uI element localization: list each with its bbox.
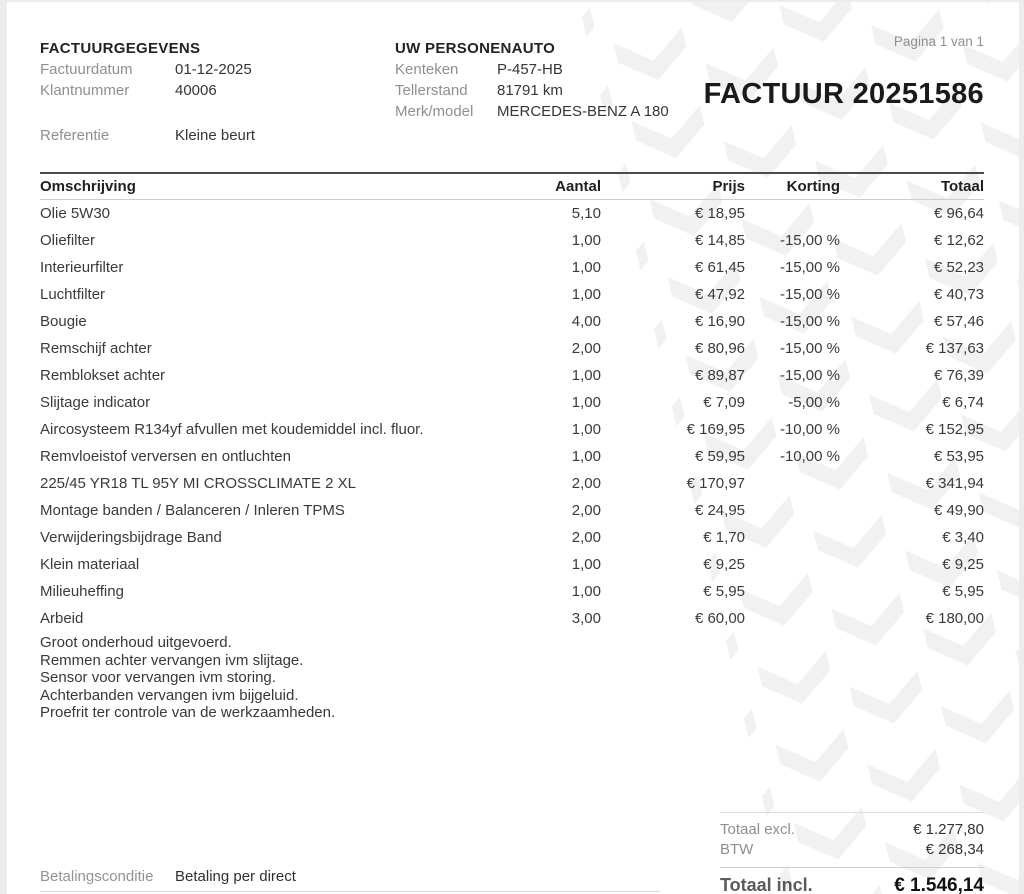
invoice-title: FACTUUR 20251586 bbox=[703, 78, 984, 110]
table-row bbox=[40, 605, 984, 632]
item-total: € 53,95 bbox=[933, 448, 984, 465]
item-description: Montage banden / Balanceren / Inleren TPMS bbox=[40, 502, 345, 519]
vehicle-block bbox=[395, 38, 669, 122]
note-line: Remmen achter vervangen ivm slijtage. bbox=[40, 651, 304, 669]
factuurdatum-label: Factuurdatum bbox=[40, 61, 133, 78]
table-row bbox=[40, 308, 984, 335]
item-qty: 1,00 bbox=[571, 286, 601, 303]
item-total: € 137,63 bbox=[925, 340, 984, 357]
item-price: € 9,25 bbox=[703, 556, 745, 573]
item-qty: 4,00 bbox=[571, 313, 601, 330]
klantnummer-label: Klantnummer bbox=[40, 82, 130, 99]
merk-model-label: Merk/model bbox=[395, 103, 474, 120]
tellerstand-value: 81791 km bbox=[497, 82, 563, 99]
work-notes bbox=[40, 634, 335, 722]
page-edge-left bbox=[0, 0, 7, 894]
item-description: Interieurfilter bbox=[40, 259, 124, 276]
total-excl-label: Totaal excl. bbox=[720, 821, 796, 838]
item-total: € 3,40 bbox=[942, 529, 984, 546]
item-total: € 40,73 bbox=[933, 286, 984, 303]
item-qty: 1,00 bbox=[571, 394, 601, 411]
item-qty: 1,00 bbox=[571, 367, 601, 384]
note-line: Sensor voor vervangen ivm storing. bbox=[40, 669, 276, 686]
item-qty: 3,00 bbox=[571, 610, 601, 627]
merk-model-value: MERCEDES-BENZ A 180 bbox=[497, 103, 669, 120]
merk-model-row bbox=[395, 101, 669, 122]
item-price: € 24,95 bbox=[694, 502, 745, 519]
item-discount: -15,00 % bbox=[779, 367, 840, 384]
table-row bbox=[40, 362, 984, 389]
note-line: Proefrit ter controle van de werkzaamheden. bbox=[40, 704, 336, 721]
item-description: Remblokset achter bbox=[40, 367, 166, 384]
item-price: € 47,92 bbox=[694, 286, 745, 303]
item-total: € 96,64 bbox=[933, 205, 984, 222]
total-excl-value: € 1.277,80 bbox=[913, 821, 984, 838]
item-description: Klein materiaal bbox=[40, 556, 140, 573]
payment-condition-label: Betalingsconditie bbox=[40, 868, 154, 885]
item-total: € 341,94 bbox=[925, 475, 984, 492]
table-header-row bbox=[40, 173, 984, 200]
table-row bbox=[40, 254, 984, 281]
item-price: € 18,95 bbox=[694, 205, 745, 222]
item-discount bbox=[745, 200, 840, 228]
note-line: Groot onderhoud uitgevoerd. bbox=[40, 634, 232, 651]
table-row bbox=[40, 551, 984, 578]
totals-block bbox=[720, 812, 984, 894]
item-discount bbox=[745, 470, 840, 497]
item-price: € 89,87 bbox=[694, 367, 745, 384]
item-description: Luchtfilter bbox=[40, 286, 106, 303]
table-row bbox=[40, 389, 984, 416]
total-excl-row bbox=[720, 820, 984, 840]
item-qty: 1,00 bbox=[571, 583, 601, 600]
item-total: € 49,90 bbox=[933, 502, 984, 519]
table-row bbox=[40, 524, 984, 551]
item-price: € 7,09 bbox=[703, 394, 745, 411]
kenteken-row bbox=[395, 59, 669, 80]
table-row bbox=[40, 416, 984, 443]
note-line: Achterbanden vervangen ivm bijgeluid. bbox=[40, 686, 299, 704]
invoice-info-block bbox=[40, 38, 255, 146]
klantnummer-value: 40006 bbox=[175, 82, 217, 99]
item-total: € 52,23 bbox=[933, 259, 984, 276]
item-qty: 1,00 bbox=[571, 259, 601, 276]
item-qty: 1,00 bbox=[571, 448, 601, 465]
btw-label: BTW bbox=[720, 841, 754, 858]
item-price: € 59,95 bbox=[694, 448, 745, 465]
col-aantal: Aantal bbox=[491, 173, 601, 200]
factuurdatum-row bbox=[40, 59, 255, 80]
item-total: € 152,95 bbox=[925, 421, 984, 438]
total-incl-value: € 1.546,14 bbox=[894, 875, 984, 894]
referentie-label: Referentie bbox=[40, 127, 110, 144]
payment-condition-value: Betaling per direct bbox=[175, 868, 296, 885]
item-discount: -10,00 % bbox=[779, 421, 840, 438]
item-price: € 80,96 bbox=[694, 340, 745, 357]
item-qty: 1,00 bbox=[571, 232, 601, 249]
item-discount: -15,00 % bbox=[779, 286, 840, 303]
tellerstand-row bbox=[395, 80, 669, 101]
item-qty: 2,00 bbox=[571, 340, 601, 357]
item-price: € 14,85 bbox=[694, 232, 745, 249]
item-price: € 170,97 bbox=[686, 475, 745, 492]
col-totaal: Totaal bbox=[840, 173, 984, 200]
page-edge-top bbox=[0, 0, 1024, 2]
table-row bbox=[40, 443, 984, 470]
item-qty: 1,00 bbox=[571, 556, 601, 573]
item-description: Aircosysteem R134yf afvullen met koudemiddel incl. fluor. bbox=[40, 421, 424, 438]
klantnummer-row bbox=[40, 80, 255, 101]
item-description: Slijtage indicator bbox=[40, 394, 151, 411]
footer-divider bbox=[40, 891, 660, 892]
tellerstand-label: Tellerstand bbox=[395, 82, 468, 99]
btw-row bbox=[720, 840, 984, 860]
table-row bbox=[40, 200, 984, 228]
item-discount: -15,00 % bbox=[779, 340, 840, 357]
item-price: € 61,45 bbox=[694, 259, 745, 276]
table-row bbox=[40, 281, 984, 308]
item-description: Remvloeistof verversen en ontluchten bbox=[40, 448, 291, 465]
item-total: € 180,00 bbox=[925, 610, 984, 627]
item-total: € 5,95 bbox=[942, 583, 984, 600]
item-description: Olie 5W30 bbox=[40, 205, 111, 222]
item-qty: 2,00 bbox=[571, 502, 601, 519]
item-price: € 169,95 bbox=[686, 421, 745, 438]
col-korting: Korting bbox=[745, 173, 840, 200]
kenteken-label: Kenteken bbox=[395, 61, 459, 78]
table-row bbox=[40, 470, 984, 497]
item-price: € 5,95 bbox=[703, 583, 745, 600]
page-edge-right bbox=[1019, 0, 1024, 894]
referentie-row bbox=[40, 125, 255, 146]
item-discount: -15,00 % bbox=[779, 313, 840, 330]
item-description: Arbeid bbox=[40, 610, 84, 627]
item-price: € 1,70 bbox=[703, 529, 745, 546]
referentie-value: Kleine beurt bbox=[175, 127, 256, 144]
table-row bbox=[40, 578, 984, 605]
kenteken-value: P-457-HB bbox=[497, 61, 563, 78]
page-indicator: Pagina 1 van 1 bbox=[893, 34, 984, 49]
total-incl-label: Totaal incl. bbox=[720, 875, 813, 894]
item-discount: -5,00 % bbox=[788, 394, 840, 411]
item-discount bbox=[745, 497, 840, 524]
item-description: Verwijderingsbijdrage Band bbox=[40, 529, 222, 546]
vehicle-title: UW PERSONENAUTO bbox=[395, 40, 556, 57]
header-right bbox=[704, 33, 984, 111]
invoice-info-title: FACTUURGEGEVENS bbox=[40, 40, 201, 57]
item-price: € 60,00 bbox=[694, 610, 745, 627]
item-description: 225/45 YR18 TL 95Y MI CROSSCLIMATE 2 XL bbox=[40, 475, 356, 492]
item-discount bbox=[745, 551, 840, 578]
factuurdatum-value: 01-12-2025 bbox=[175, 61, 252, 78]
item-qty: 5,10 bbox=[571, 205, 601, 222]
col-prijs: Prijs bbox=[601, 173, 745, 200]
item-qty: 2,00 bbox=[571, 475, 601, 492]
btw-value: € 268,34 bbox=[925, 841, 984, 858]
item-total: € 12,62 bbox=[933, 232, 984, 249]
item-description: Bougie bbox=[40, 313, 87, 330]
item-discount bbox=[745, 578, 840, 605]
item-description: Remschijf achter bbox=[40, 340, 152, 357]
item-discount bbox=[745, 524, 840, 551]
item-total: € 9,25 bbox=[942, 556, 984, 573]
item-total: € 57,46 bbox=[933, 313, 984, 330]
item-price: € 16,90 bbox=[694, 313, 745, 330]
item-description: Oliefilter bbox=[40, 232, 96, 249]
totals-divider bbox=[720, 867, 984, 868]
table-row bbox=[40, 497, 984, 524]
item-discount: -15,00 % bbox=[779, 259, 840, 276]
item-total: € 6,74 bbox=[942, 394, 984, 411]
item-discount bbox=[745, 605, 840, 632]
totals-divider-top bbox=[720, 812, 984, 860]
item-total: € 76,39 bbox=[933, 367, 984, 384]
item-qty: 2,00 bbox=[571, 529, 601, 546]
item-qty: 1,00 bbox=[571, 421, 601, 438]
item-discount: -15,00 % bbox=[779, 232, 840, 249]
table-row bbox=[40, 335, 984, 362]
item-description: Milieuheffing bbox=[40, 583, 124, 600]
col-omschrijving: Omschrijving bbox=[40, 173, 491, 200]
total-incl-row bbox=[720, 875, 984, 894]
item-discount: -10,00 % bbox=[779, 448, 840, 465]
table-row bbox=[40, 227, 984, 254]
items-table bbox=[40, 172, 984, 632]
payment-condition-row bbox=[40, 867, 296, 887]
